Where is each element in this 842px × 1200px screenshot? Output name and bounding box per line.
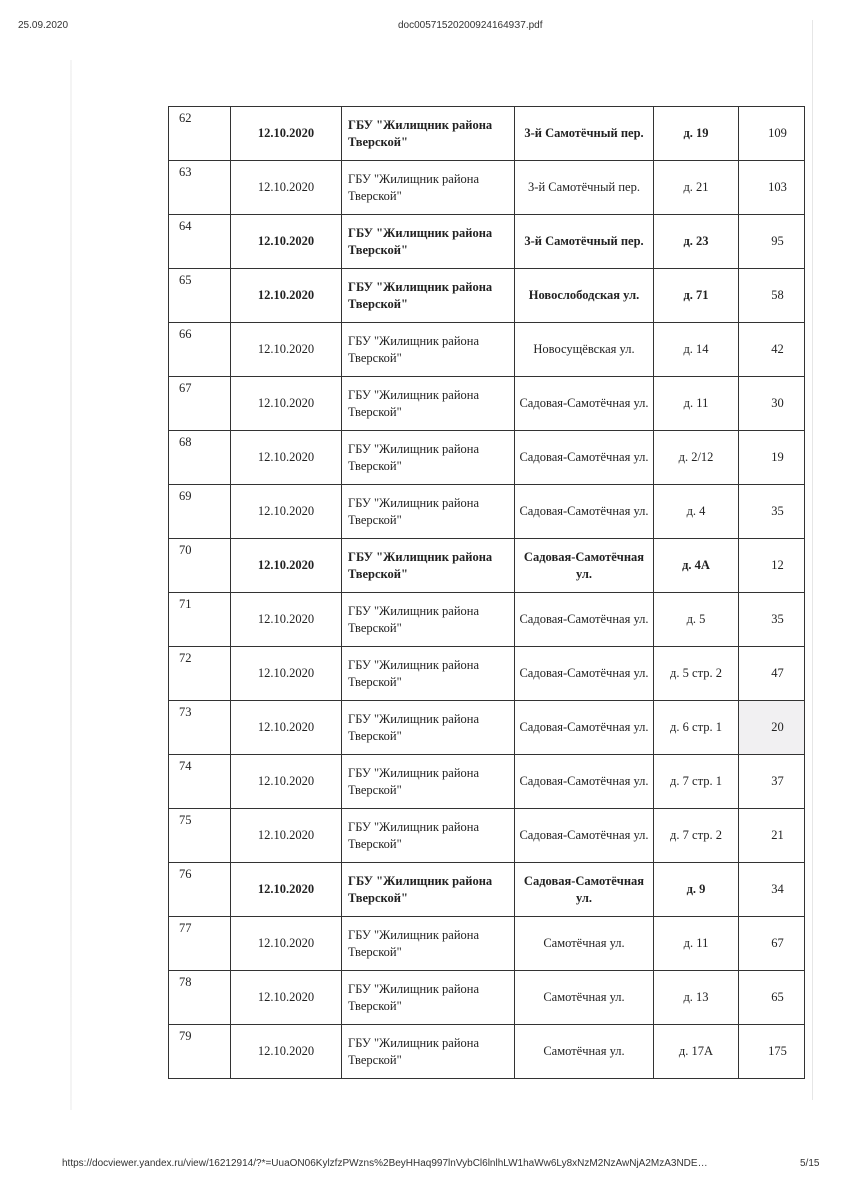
row-organization-line2: Тверской" [348, 512, 402, 527]
row-number: 69 [169, 485, 231, 539]
row-street: 3-й Самотёчный пер. [515, 161, 654, 215]
row-street: Самотёчная ул. [515, 971, 654, 1025]
row-date: 12.10.2020 [231, 863, 342, 917]
row-street: Садовая-Самотёчная ул. [515, 377, 654, 431]
table-row [169, 107, 805, 161]
table-row [169, 701, 805, 755]
row-organization-line1: ГБУ "Жилищник района [348, 981, 480, 996]
row-date: 12.10.2020 [231, 323, 342, 377]
table-row [169, 1025, 805, 1079]
row-organization-line1: ГБУ "Жилищник района [348, 711, 480, 726]
row-street: Садовая-Самотёчная ул. [515, 485, 654, 539]
row-number: 62 [169, 107, 231, 161]
table-row [169, 755, 805, 809]
row-organization [342, 485, 515, 539]
row-date: 12.10.2020 [231, 701, 342, 755]
row-street: Самотёчная ул. [515, 1025, 654, 1079]
row-organization [342, 161, 515, 215]
row-house: д. 19 [654, 107, 739, 161]
row-organization-line1: ГБУ "Жилищник района [348, 333, 480, 348]
row-house: д. 21 [654, 161, 739, 215]
table-row [169, 809, 805, 863]
scan-edge-mark [70, 60, 72, 1110]
row-organization-line1: ГБУ "Жилищник района [348, 279, 493, 294]
row-house: д. 17А [654, 1025, 739, 1079]
row-number: 71 [169, 593, 231, 647]
print-date: 25.09.2020 [18, 20, 69, 31]
row-organization-line1: ГБУ "Жилищник района [348, 117, 493, 132]
row-organization-line2: Тверской" [348, 998, 402, 1013]
row-street: Новослободская ул. [515, 269, 654, 323]
row-organization-line1: ГБУ "Жилищник района [348, 387, 480, 402]
row-date: 12.10.2020 [231, 215, 342, 269]
row-date: 12.10.2020 [231, 755, 342, 809]
row-date: 12.10.2020 [231, 917, 342, 971]
row-house: д. 5 стр. 2 [654, 647, 739, 701]
row-street: Садовая-Самотёчная ул. [515, 863, 654, 917]
row-street: Самотёчная ул. [515, 917, 654, 971]
row-date: 12.10.2020 [231, 539, 342, 593]
row-organization [342, 917, 515, 971]
row-street: Садовая-Самотёчная ул. [515, 701, 654, 755]
row-house: д. 5 [654, 593, 739, 647]
row-date: 12.10.2020 [231, 647, 342, 701]
row-count: 47 [739, 647, 805, 701]
table-row [169, 647, 805, 701]
row-street: Садовая-Самотёчная ул. [515, 647, 654, 701]
row-organization [342, 431, 515, 485]
row-count: 35 [739, 485, 805, 539]
row-date: 12.10.2020 [231, 809, 342, 863]
table-row [169, 863, 805, 917]
row-house: д. 7 стр. 1 [654, 755, 739, 809]
row-organization [342, 539, 515, 593]
row-organization [342, 863, 515, 917]
row-organization-line2: Тверской" [348, 674, 402, 689]
row-organization-line2: Тверской" [348, 296, 408, 311]
table-row [169, 215, 805, 269]
row-count: 67 [739, 917, 805, 971]
row-date: 12.10.2020 [231, 485, 342, 539]
row-count: 42 [739, 323, 805, 377]
row-organization-line2: Тверской" [348, 242, 408, 257]
row-date: 12.10.2020 [231, 269, 342, 323]
row-count: 30 [739, 377, 805, 431]
row-count: 34 [739, 863, 805, 917]
row-number: 67 [169, 377, 231, 431]
row-organization [342, 647, 515, 701]
row-organization-line1: ГБУ "Жилищник района [348, 441, 480, 456]
row-house: д. 2/12 [654, 431, 739, 485]
table-row [169, 377, 805, 431]
table-row [169, 269, 805, 323]
row-date: 12.10.2020 [231, 107, 342, 161]
row-number: 72 [169, 647, 231, 701]
row-count: 95 [739, 215, 805, 269]
row-organization-line2: Тверской" [348, 404, 402, 419]
row-organization-line1: ГБУ "Жилищник района [348, 1035, 480, 1050]
row-organization [342, 107, 515, 161]
row-date: 12.10.2020 [231, 431, 342, 485]
row-number: 79 [169, 1025, 231, 1079]
row-house: д. 71 [654, 269, 739, 323]
row-house: д. 4А [654, 539, 739, 593]
scan-edge-mark-right [812, 20, 813, 1100]
row-organization-line2: Тверской" [348, 944, 402, 959]
row-organization-line2: Тверской" [348, 836, 402, 851]
row-street: Садовая-Самотёчная ул. [515, 431, 654, 485]
row-organization [342, 971, 515, 1025]
row-organization-line1: ГБУ "Жилищник района [348, 495, 480, 510]
row-count: 20 [739, 701, 805, 755]
row-number: 73 [169, 701, 231, 755]
row-count: 109 [739, 107, 805, 161]
row-date: 12.10.2020 [231, 1025, 342, 1079]
row-number: 75 [169, 809, 231, 863]
row-organization-line1: ГБУ "Жилищник района [348, 927, 480, 942]
row-number: 76 [169, 863, 231, 917]
row-house: д. 13 [654, 971, 739, 1025]
row-organization [342, 701, 515, 755]
row-organization-line1: ГБУ "Жилищник района [348, 765, 480, 780]
row-organization-line1: ГБУ "Жилищник района [348, 819, 480, 834]
row-street: Садовая-Самотёчная ул. [515, 593, 654, 647]
records-table [168, 106, 805, 1079]
row-house: д. 11 [654, 377, 739, 431]
row-date: 12.10.2020 [231, 161, 342, 215]
row-organization-line1: ГБУ "Жилищник района [348, 549, 493, 564]
print-url: https://docviewer.yandex.ru/view/16212914/?*=UuaON06KylzfzPWzns%2BeyHHaq997lnVybCl6lnlhLW1haWw6Ly8xNzM2NzAwNjA2MzA3NDE… [62, 1158, 708, 1169]
table-row [169, 161, 805, 215]
row-date: 12.10.2020 [231, 377, 342, 431]
row-organization-line1: ГБУ "Жилищник района [348, 171, 480, 186]
row-count: 12 [739, 539, 805, 593]
print-filename: doc005715202009241649З7.pdf [398, 20, 543, 31]
row-street: 3-й Самотёчный пер. [515, 107, 654, 161]
row-number: 74 [169, 755, 231, 809]
row-organization [342, 755, 515, 809]
row-organization-line1: ГБУ "Жилищник района [348, 873, 493, 888]
table-row [169, 485, 805, 539]
table-row [169, 539, 805, 593]
print-page-number: 5/15 [800, 1158, 820, 1169]
row-count: 175 [739, 1025, 805, 1079]
row-number: 70 [169, 539, 231, 593]
row-number: 78 [169, 971, 231, 1025]
row-house: д. 7 стр. 2 [654, 809, 739, 863]
row-organization-line2: Тверской" [348, 134, 408, 149]
row-house: д. 23 [654, 215, 739, 269]
row-organization [342, 323, 515, 377]
row-number: 77 [169, 917, 231, 971]
row-number: 64 [169, 215, 231, 269]
row-organization [342, 593, 515, 647]
row-organization-line2: Тверской" [348, 1052, 402, 1067]
row-street: Садовая-Самотёчная ул. [515, 539, 654, 593]
row-organization-line2: Тверской" [348, 728, 402, 743]
row-organization-line2: Тверской" [348, 782, 402, 797]
table-row [169, 971, 805, 1025]
row-street: Садовая-Самотёчная ул. [515, 809, 654, 863]
table-row [169, 323, 805, 377]
table-row [169, 593, 805, 647]
row-organization-line2: Тверской" [348, 458, 402, 473]
row-date: 12.10.2020 [231, 971, 342, 1025]
row-organization [342, 1025, 515, 1079]
table-row [169, 917, 805, 971]
row-organization [342, 809, 515, 863]
row-house: д. 9 [654, 863, 739, 917]
row-street: Новосущёвская ул. [515, 323, 654, 377]
row-count: 58 [739, 269, 805, 323]
row-organization-line2: Тверской" [348, 350, 402, 365]
row-organization-line1: ГБУ "Жилищник района [348, 603, 480, 618]
row-count: 21 [739, 809, 805, 863]
row-organization [342, 269, 515, 323]
row-street: 3-й Самотёчный пер. [515, 215, 654, 269]
row-count: 103 [739, 161, 805, 215]
row-organization-line1: ГБУ "Жилищник района [348, 225, 493, 240]
row-house: д. 14 [654, 323, 739, 377]
row-organization [342, 377, 515, 431]
row-date: 12.10.2020 [231, 593, 342, 647]
row-count: 19 [739, 431, 805, 485]
row-number: 65 [169, 269, 231, 323]
row-number: 63 [169, 161, 231, 215]
row-house: д. 11 [654, 917, 739, 971]
row-house: д. 6 стр. 1 [654, 701, 739, 755]
row-number: 66 [169, 323, 231, 377]
row-house: д. 4 [654, 485, 739, 539]
row-count: 65 [739, 971, 805, 1025]
table-row [169, 431, 805, 485]
row-organization-line2: Тверской" [348, 188, 402, 203]
row-organization [342, 215, 515, 269]
row-organization-line1: ГБУ "Жилищник района [348, 657, 480, 672]
row-street: Садовая-Самотёчная ул. [515, 755, 654, 809]
row-count: 37 [739, 755, 805, 809]
row-organization-line2: Тверской" [348, 620, 402, 635]
row-organization-line2: Тверской" [348, 890, 408, 905]
row-count: 35 [739, 593, 805, 647]
row-number: 68 [169, 431, 231, 485]
row-organization-line2: Тверской" [348, 566, 408, 581]
